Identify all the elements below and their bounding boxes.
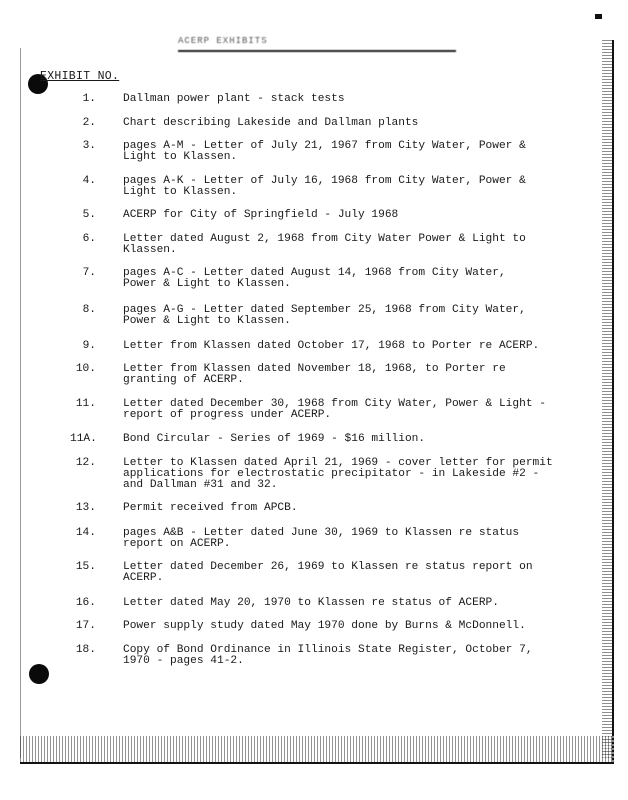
exhibit-description: Chart describing Lakeside and Dallman plants (123, 117, 419, 129)
exhibit-description: pages A&B - Letter dated June 30, 1969 to Klassen re status report on ACERP. (123, 527, 520, 550)
exhibit-number: 11A. (70, 433, 97, 445)
page-header-title: ACERP EXHIBITS (178, 36, 456, 52)
exhibit-description: pages A-K - Letter of July 16, 1968 from City Water, Power & Light to Klassen. (123, 175, 526, 198)
scan-edge-bottom-line (20, 762, 614, 764)
exhibit-description: Letter dated December 26, 1969 to Klassen re status report on ACERP. (123, 561, 533, 584)
left-margin-line (20, 48, 21, 758)
exhibit-number: 5. (82, 209, 96, 221)
exhibit-description: Letter from Klassen dated November 18, 1968, to Porter re granting of ACERP. (123, 363, 506, 386)
exhibit-number: 6. (82, 233, 96, 245)
exhibit-number: 9. (82, 340, 96, 352)
exhibit-number: 1. (82, 93, 96, 105)
exhibit-description: Dallman power plant - stack tests (123, 93, 345, 105)
exhibit-number: 13. (75, 502, 96, 514)
scan-edge-right-line (612, 40, 614, 764)
exhibit-description: pages A-M - Letter of July 21, 1967 from City Water, Power & Light to Klassen. (123, 140, 526, 163)
exhibit-no-heading: EXHIBIT NO. (40, 70, 120, 83)
exhibit-number: 8. (82, 304, 96, 316)
exhibit-description: pages A-G - Letter dated September 25, 1968 from City Water, Power & Light to Klassen. (123, 304, 526, 327)
scan-corner-mark (595, 14, 602, 19)
exhibit-description: Letter dated August 2, 1968 from City Water Power & Light to Klassen. (123, 233, 526, 256)
exhibit-number: 16. (75, 597, 96, 609)
exhibit-description: Letter dated May 20, 1970 to Klassen re status of ACERP. (123, 597, 499, 609)
exhibit-number: 12. (75, 457, 96, 469)
exhibit-number: 2. (82, 117, 96, 129)
exhibit-description: Letter from Klassen dated October 17, 1968 to Porter re ACERP. (123, 340, 540, 352)
exhibit-description: Copy of Bond Ordinance in Illinois State Register, October 7, 1970 - pages 41-2. (123, 644, 533, 667)
exhibit-number: 10. (75, 363, 96, 375)
exhibit-description: Power supply study dated May 1970 done by Burns & McDonnell. (123, 620, 526, 632)
exhibit-description: Permit received from APCB. (123, 502, 298, 514)
exhibit-number: 4. (82, 175, 96, 187)
exhibit-number: 17. (75, 620, 96, 632)
exhibit-number: 18. (75, 644, 96, 656)
exhibit-number: 14. (75, 527, 96, 539)
exhibit-description: Letter to Klassen dated April 21, 1969 - cover letter for permit applications for electrostatic precipitator - in Lakeside #2 - and Dallman #31 and 32. (123, 457, 553, 491)
exhibit-description: Bond Circular - Series of 1969 - $16 million. (123, 433, 426, 445)
exhibit-number: 15. (75, 561, 96, 573)
exhibit-description: pages A-C - Letter dated August 14, 1968 from City Water, Power & Light to Klassen. (123, 267, 506, 290)
punch-hole-bottom (29, 664, 49, 684)
exhibit-number: 3. (82, 140, 96, 152)
exhibit-description: Letter dated December 30, 1968 from City Water, Power & Light - report of progress under ACERP. (123, 398, 546, 421)
exhibit-number: 11. (75, 398, 96, 410)
exhibit-description: ACERP for City of Springfield - July 1968 (123, 209, 399, 221)
scan-edge-bottom (20, 736, 614, 764)
exhibit-number: 7. (82, 267, 96, 279)
